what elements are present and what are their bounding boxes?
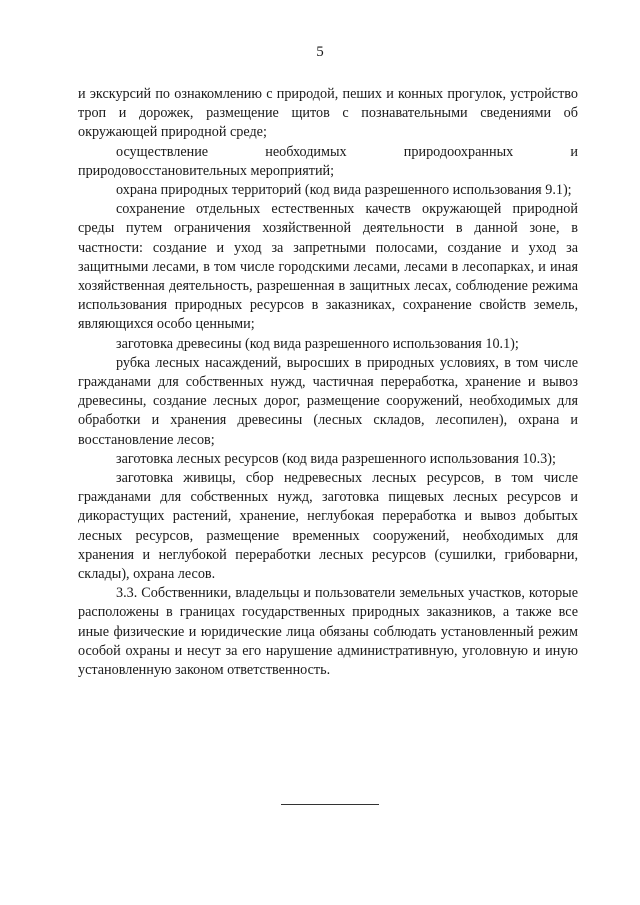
document-body (78, 85, 578, 680)
page-number: 5 (316, 44, 324, 60)
paragraph-nature-protection-measures: осуществление необходимых природоохранных и природовосстановительных мероприятий; (78, 143, 578, 179)
paragraph-territory-protection-code: охрана природных территорий (код вида разрешенного использования 9.1); (116, 182, 572, 199)
paragraph-excursions: и экскурсий по ознакомлению с природой, пеших и конных прогулок, устройство троп и дорожек, размещение щитов с познавательными сведениями об окружающей природной среде; (78, 86, 578, 141)
paragraph-resin-harvesting: заготовка живицы, сбор недревесных лесных ресурсов, в том числе гражданами для собственных нужд, заготовка пищевых лесных ресурсов и дикорастущих растений, хранение, неглубокая переработка и вывоз добытых лесных ресурсов, размещение временных сооружений, необходимых для хранения и неглубокой переработки лесных ресурсов (сушилки, грибоварни, склады), охрана лесов. (78, 470, 578, 583)
paragraph-forest-resources-code: заготовка лесных ресурсов (код вида разрешенного использования 10.3); (116, 450, 556, 467)
paragraph-environment-preservation: сохранение отдельных естественных качеств окружающей природной среды путем ограничения хозяйственной деятельности в данной зоне, в частности: создание и уход за запретными полосами, создание и уход за защитными лесами, в том числе городскими лесами, лесами в лесопарках, и иная хозяйственная деятельность, разрешенная в защитных лесах, соблюдение режима использования природных ресурсов в заказниках, сохранение свойств земель, являющихся особо ценными; (78, 201, 578, 333)
paragraph-section-3-3: 3.3. Собственники, владельцы и пользователи земельных участков, которые расположены в границах государственных природных заказников, а также все иные физические и юридические лица обязаны соблюдать установленный режим особой охраны и несут за его нарушение административную, уголовную и иную установленную законом ответственность. (78, 585, 578, 679)
paragraph-forest-cutting: рубка лесных насаждений, выросших в природных условиях, в том числе гражданами для собственных нужд, частичная переработка, хранение и вывоз древесины, создание лесных дорог, размещение сооружений, необходимых для обработки и хранения древесины (лесных складов, лесопилен), охрана и восстановление лесов; (78, 354, 578, 448)
end-rule (281, 804, 379, 805)
paragraph-timber-harvesting-code: заготовка древесины (код вида разрешенного использования 10.1); (116, 335, 519, 352)
